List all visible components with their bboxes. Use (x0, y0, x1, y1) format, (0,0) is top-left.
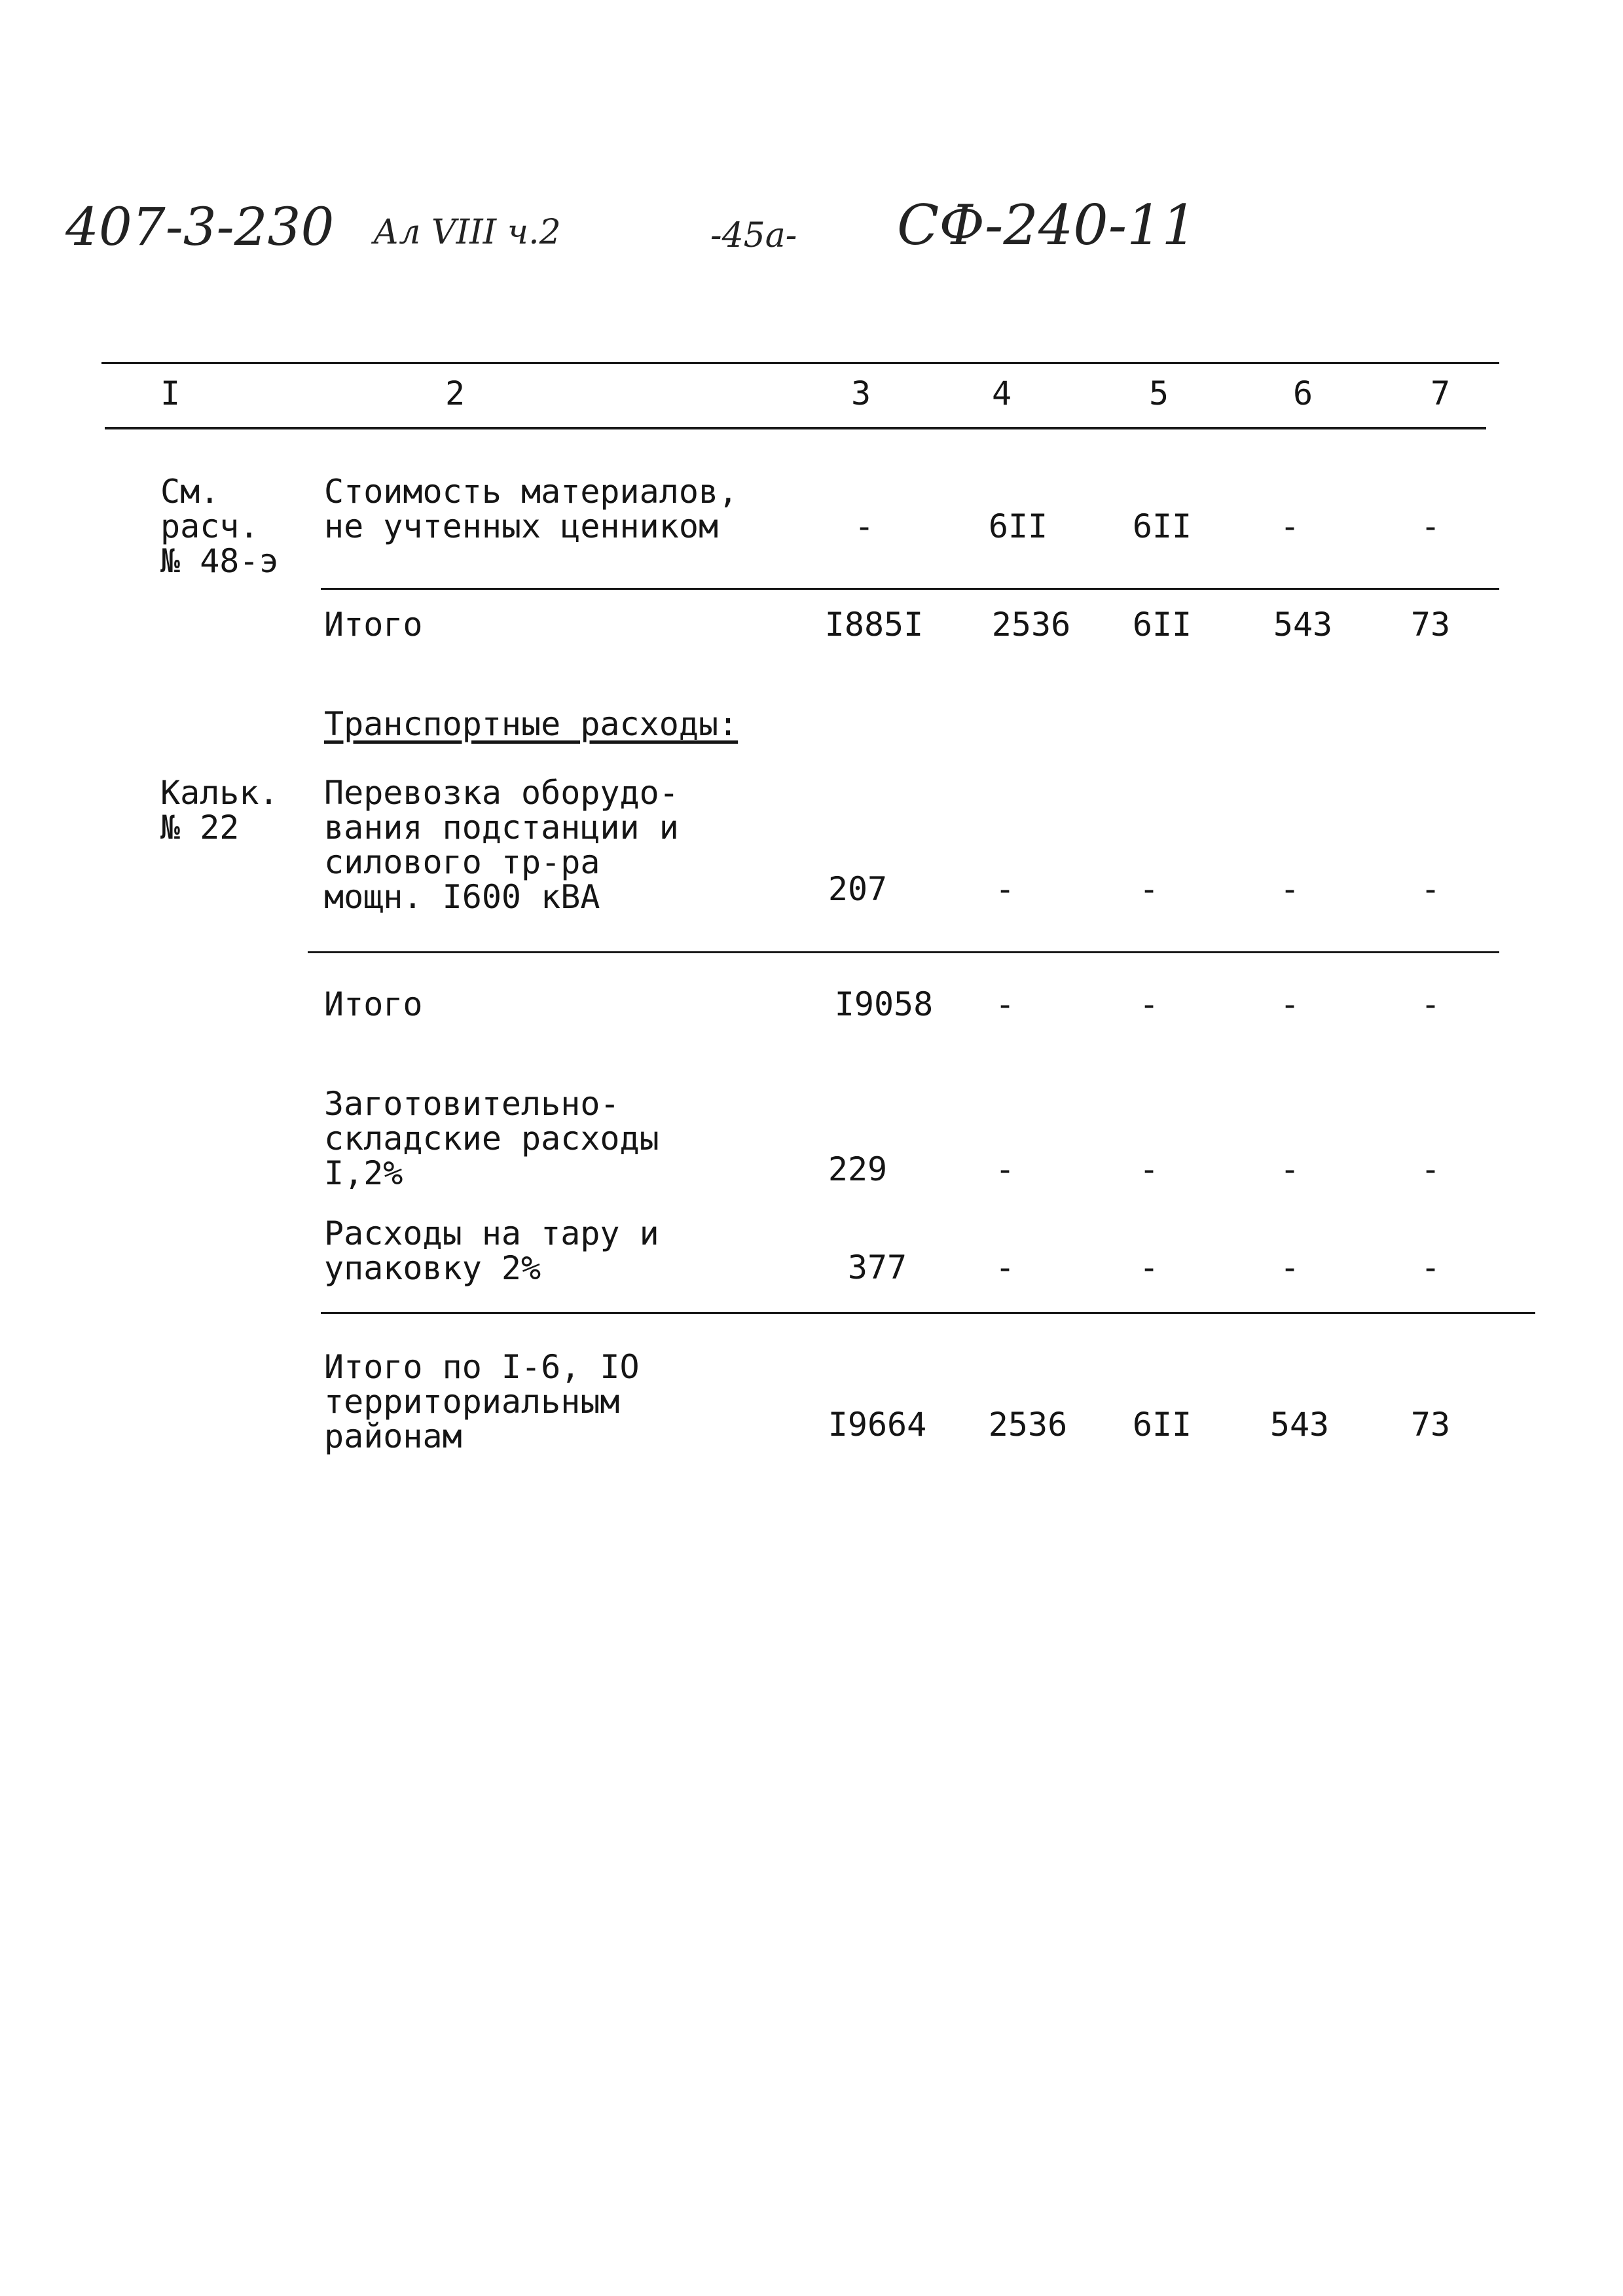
cell-col7: - (1420, 1248, 1441, 1286)
cell-col6: - (1279, 507, 1300, 545)
cell-col6: - (1279, 985, 1300, 1023)
cell-col6: 543 (1269, 1406, 1330, 1444)
cell-col5: - (1139, 870, 1159, 908)
cell-col6: - (1279, 870, 1300, 908)
cell-col4: 2536 (991, 606, 1071, 644)
sheet-code: СФ-240-11 (897, 193, 1197, 257)
cell-col4: 2536 (988, 1406, 1068, 1444)
row-description: Перевозка оборудо- вания подстанции и силового тр-ра мощн. I600 кВА (324, 774, 679, 916)
cell-col4: - (994, 1248, 1015, 1286)
col-header-7: 7 (1430, 374, 1451, 412)
row-ref: Кальк. № 22 (160, 774, 279, 847)
cell-col5: 6II (1132, 507, 1192, 545)
cell-col3: I885I (824, 606, 924, 644)
cell-col7: 73 (1410, 606, 1451, 644)
cell-col5: - (1139, 1248, 1159, 1286)
cell-col3: I9664 (828, 1406, 927, 1444)
col-header-3: 3 (850, 374, 871, 412)
col-header-6: 6 (1292, 374, 1313, 412)
col-header-2: 2 (445, 374, 465, 412)
cell-col3: - (854, 507, 875, 545)
cell-col7: 73 (1410, 1406, 1451, 1444)
cell-col4: - (994, 985, 1015, 1023)
col-header-4: 4 (991, 374, 1012, 412)
row-description: Заготовительно- складские расходы I,2% (324, 1085, 659, 1192)
cell-col6: 543 (1273, 606, 1333, 644)
cell-col7: - (1420, 507, 1441, 545)
row-description: Стоимость материалов, не учтенных ценником (324, 473, 739, 545)
cell-col4: - (994, 1150, 1015, 1188)
cell-col6: - (1279, 1150, 1300, 1188)
row-rule (321, 1312, 1535, 1314)
row-description: Итого по I-6, IO территориальным районам (324, 1348, 640, 1455)
col-header-5: 5 (1148, 374, 1169, 412)
row-description: Итого (324, 985, 423, 1023)
table-top-rule (101, 362, 1499, 364)
cell-col3: I9058 (834, 985, 934, 1023)
cell-col4: - (994, 870, 1015, 908)
page-number: -45а- (710, 216, 797, 255)
header-rule (105, 427, 1486, 429)
cell-col7: - (1420, 1150, 1441, 1188)
row-description: Итого (324, 606, 423, 644)
cell-col5: - (1139, 985, 1159, 1023)
cell-col7: - (1420, 985, 1441, 1023)
doc-code: 407-3-230 (65, 196, 335, 257)
row-rule (321, 588, 1499, 590)
cell-col4: 6II (988, 507, 1048, 545)
cell-col3: 377 (847, 1248, 907, 1286)
row-ref: См. расч. № 48-э (160, 473, 279, 580)
cell-col6: - (1279, 1248, 1300, 1286)
col-header-1: I (160, 374, 181, 412)
row-description: Расходы на тару и упаковку 2% (324, 1214, 659, 1287)
cell-col7: - (1420, 870, 1441, 908)
row-rule (308, 951, 1499, 953)
cell-col3: 229 (828, 1150, 888, 1188)
cell-col5: 6II (1132, 1406, 1192, 1444)
cell-col3: 207 (828, 870, 888, 908)
album-label: Ал VIII ч.2 (373, 213, 561, 252)
cell-col5: 6II (1132, 606, 1192, 644)
cell-col5: - (1139, 1150, 1159, 1188)
section-heading: Транспортные расходы: (324, 705, 739, 743)
